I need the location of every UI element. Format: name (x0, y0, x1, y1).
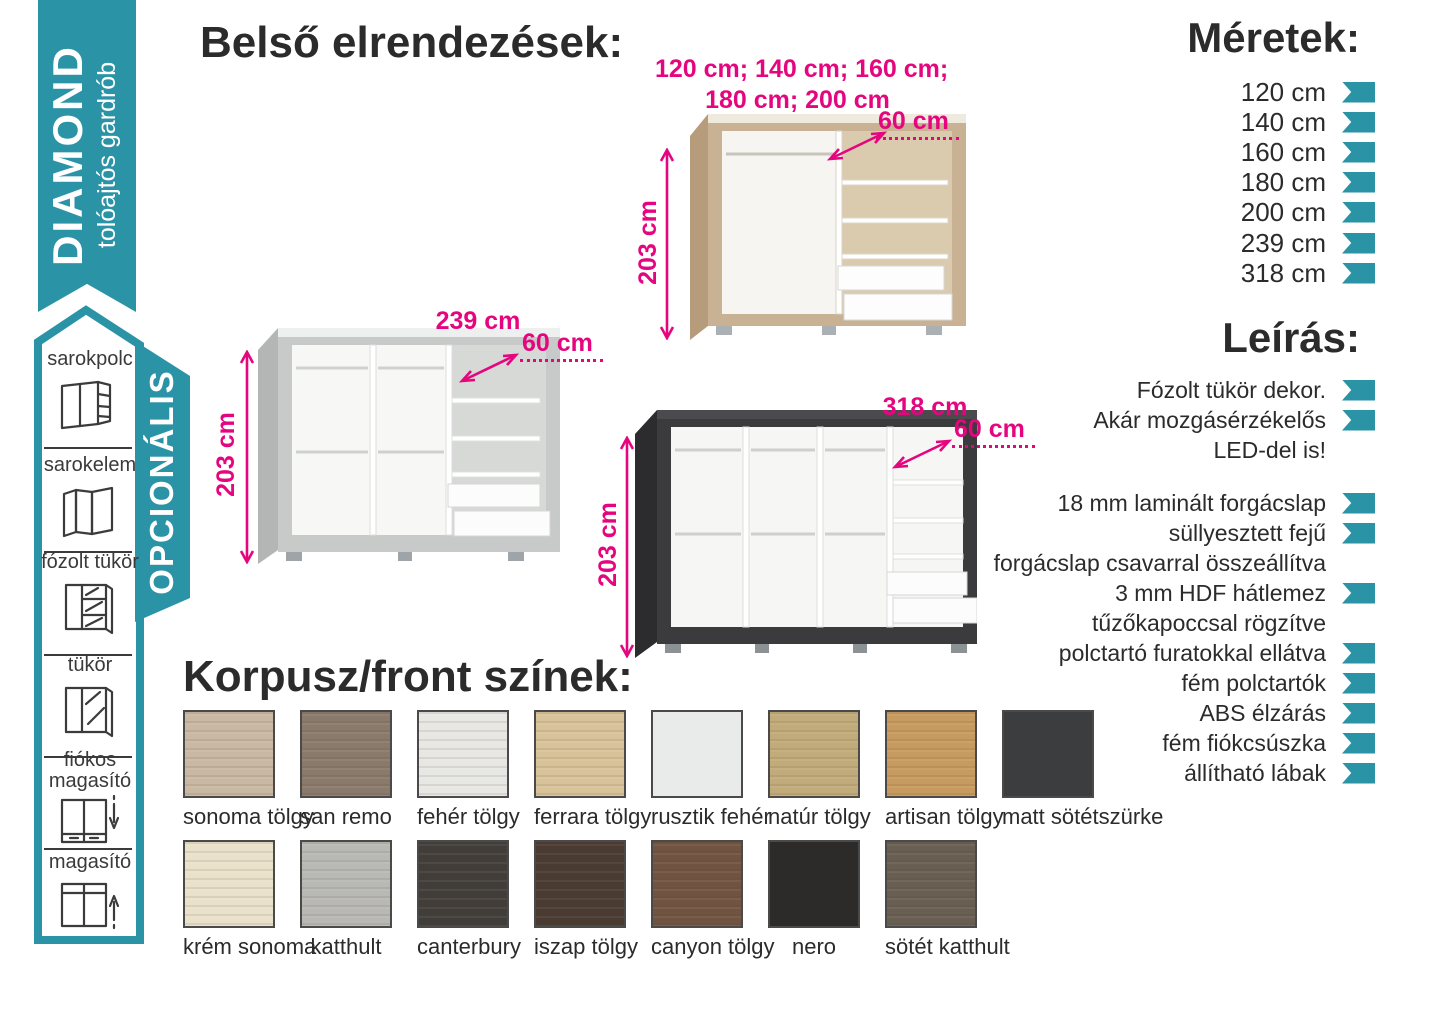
swatch-label: krém sonoma (183, 934, 317, 959)
flag-icon (1342, 410, 1375, 431)
size-row (1241, 197, 1375, 227)
flag-icon (1342, 380, 1375, 401)
swatch-tile (534, 710, 626, 798)
swatch-label: sonoma tölgy (183, 804, 314, 829)
depth-dimension-label: 60 cm (876, 107, 959, 140)
depth-dimension-arrow (452, 348, 524, 388)
optional-item-label: tükör (67, 654, 113, 676)
size-value: 160 cm (1240, 136, 1326, 167)
swatch-tile (417, 710, 509, 798)
depth-dimension-label: 60 cm (520, 329, 603, 362)
swatch-tile (885, 710, 977, 798)
swatch-label: ferrara tölgy (534, 804, 652, 829)
description-text: forgácslap csavarral összeállítva (993, 549, 1326, 576)
color-swatch (768, 710, 871, 830)
color-swatch-row-2 (183, 840, 1010, 960)
description-title: Leírás: (1222, 314, 1360, 361)
description-text: állítható lábak (1184, 759, 1326, 786)
color-swatch (183, 840, 317, 960)
swatch-tile (300, 710, 392, 798)
description-row (1137, 375, 1375, 405)
swatch-tile (534, 840, 626, 928)
swatch-tile (885, 840, 977, 928)
size-row (1241, 137, 1375, 167)
color-swatch (885, 840, 1010, 960)
flag-icon (1342, 233, 1375, 254)
brand-title: DIAMOND (44, 44, 91, 266)
size-value: 140 cm (1240, 106, 1326, 137)
color-swatch (417, 710, 520, 830)
width-dimension-label: 180 cm; 200 cm (705, 86, 890, 114)
description-text: Fózolt tükör dekor. (1136, 376, 1326, 403)
description-row (1184, 758, 1375, 788)
swatch-tile (183, 710, 275, 798)
size-value: 318 cm (1240, 257, 1326, 288)
color-swatch-row-1 (183, 710, 1164, 830)
description-text: polctartó furatokkal ellátva (1058, 639, 1326, 666)
flag-icon (1342, 703, 1375, 724)
sizes-title: Méretek: (1187, 14, 1360, 61)
corner-shelf-icon (52, 370, 124, 436)
description-text: fém polctartók (1181, 669, 1326, 696)
size-row (1241, 258, 1375, 288)
color-swatch (651, 710, 771, 830)
beveled-mirror-icon (52, 573, 124, 639)
color-swatch (183, 710, 314, 830)
size-row (1241, 167, 1375, 197)
flag-icon (1342, 263, 1375, 284)
swatch-tile (300, 840, 392, 928)
description-row (1115, 578, 1375, 608)
flag-icon (1342, 733, 1375, 754)
color-swatch (300, 840, 392, 960)
optional-item-label: sarokpolc (47, 348, 133, 370)
swatch-label: canterbury (417, 934, 521, 959)
swatch-label: rusztik fehér (651, 804, 771, 829)
swatch-tile (1002, 710, 1094, 798)
height-dimension-label: 203 cm (594, 502, 622, 587)
description-row (1093, 405, 1375, 435)
optional-item-label: sarokelem (43, 454, 137, 476)
flag-icon (1342, 82, 1375, 103)
description-text: süllyesztett fejű (1168, 519, 1326, 546)
description-row (1182, 668, 1375, 698)
color-swatch (534, 840, 638, 960)
flag-icon (1342, 763, 1375, 784)
swatch-label: canyon tölgy (651, 934, 775, 959)
description-text: Akár mozgásérzékelős (1093, 406, 1326, 433)
flag-icon (1342, 202, 1375, 223)
flag-icon (1342, 112, 1375, 133)
size-value: 180 cm (1240, 166, 1326, 197)
size-value: 200 cm (1240, 196, 1326, 227)
riser-icon (52, 872, 124, 932)
corner-element-icon (52, 476, 124, 542)
height-dimension-label: 203 cm (634, 200, 662, 285)
description-text: 3 mm HDF hátlemez (1115, 579, 1326, 606)
swatch-label: iszap tölgy (534, 934, 638, 959)
size-row (1241, 228, 1375, 258)
swatch-tile (651, 840, 743, 928)
swatch-label: sötét katthult (885, 934, 1010, 959)
swatch-tile (768, 840, 860, 928)
description-row (1092, 608, 1375, 638)
brand-subtitle: tolóajtós gardrób (93, 61, 121, 249)
description-row (1199, 698, 1375, 728)
description-row (1058, 488, 1375, 518)
optional-item-label: fiókos magasító (48, 749, 132, 792)
swatch-label: nero (791, 934, 837, 959)
color-swatch (1002, 710, 1164, 830)
swatch-label: san remo (300, 804, 392, 829)
optional-item-label: fózolt tükör (41, 551, 139, 573)
colors-title: Korpusz/front színek: (183, 652, 633, 701)
swatch-label: natúr tölgy (768, 804, 871, 829)
optional-ribbon-label: OPCIONÁLIS (143, 369, 180, 595)
color-swatch (651, 840, 775, 960)
optional-item-label: magasító (48, 851, 132, 873)
swatch-label: artisan tölgy (885, 804, 1004, 829)
description-text: tűzőkapoccsal rögzítve (1092, 609, 1326, 636)
description-row (1214, 435, 1375, 465)
depth-dimension-arrow (820, 126, 892, 166)
color-swatch (417, 840, 521, 960)
size-row (1241, 107, 1375, 137)
flag-icon (1342, 523, 1375, 544)
wardrobe-diagram-dark (635, 392, 977, 658)
swatch-label: fehér tölgy (417, 804, 520, 829)
color-swatch (885, 710, 1004, 830)
description-text: LED-del is! (1213, 436, 1326, 463)
color-swatch (534, 710, 652, 830)
width-dimension-label: 239 cm (435, 307, 521, 335)
size-row (1241, 77, 1375, 107)
height-dimension-label: 203 cm (212, 412, 240, 497)
depth-dimension-arrow (885, 434, 957, 474)
drawer-riser-icon (52, 792, 124, 852)
description-text: ABS élzárás (1199, 699, 1326, 726)
description-text: 18 mm laminált forgácslap (1057, 489, 1326, 516)
flag-icon (1342, 142, 1375, 163)
swatch-label: matt sötétszürke (1002, 804, 1164, 829)
swatch-tile (651, 710, 743, 798)
description-text: fém fiókcsúszka (1162, 729, 1326, 756)
swatch-tile (183, 840, 275, 928)
flag-icon (1342, 583, 1375, 604)
swatch-label: katthult (310, 934, 382, 959)
description-row (1162, 728, 1375, 758)
color-swatch (768, 840, 860, 960)
size-value: 239 cm (1240, 227, 1326, 258)
mirror-icon (52, 676, 124, 742)
color-swatch (300, 710, 392, 830)
size-value: 120 cm (1240, 76, 1326, 107)
flag-icon (1342, 172, 1375, 193)
width-dimension-label: 120 cm; 140 cm; 160 cm; (655, 55, 949, 83)
layouts-title: Belső elrendezések: (200, 18, 624, 67)
flag-icon (1342, 643, 1375, 664)
flag-icon (1342, 493, 1375, 514)
swatch-tile (417, 840, 509, 928)
swatch-tile (768, 710, 860, 798)
description-row (1169, 518, 1375, 548)
flag-icon (1342, 673, 1375, 694)
depth-dimension-label: 60 cm (952, 415, 1035, 448)
description-row (1059, 638, 1375, 668)
description-row (994, 548, 1375, 578)
width-dimension-label: 318 cm (882, 393, 968, 421)
